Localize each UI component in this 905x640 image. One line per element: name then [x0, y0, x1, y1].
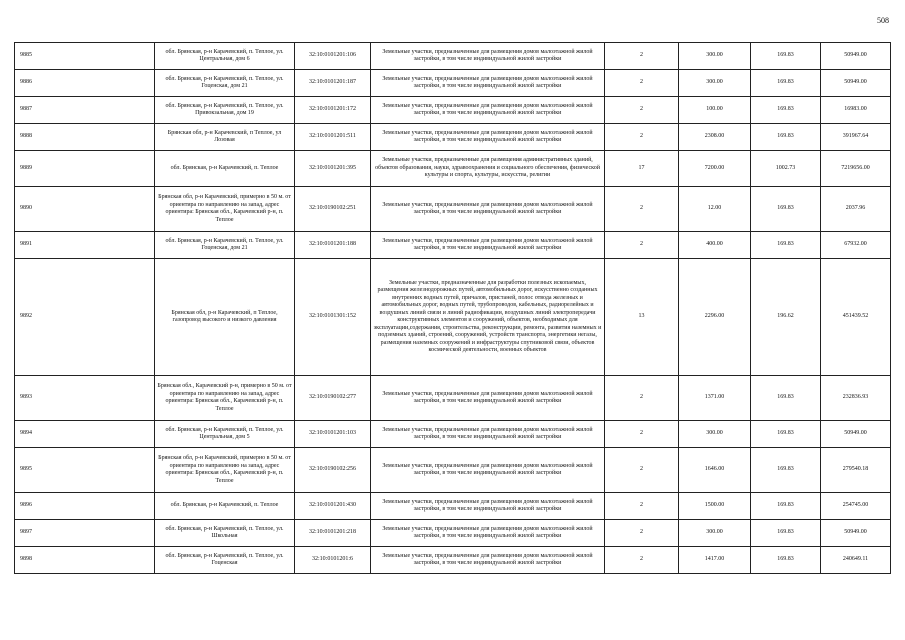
table-row: [15, 97, 891, 124]
group-code-cell: 2: [605, 547, 679, 574]
address-cell: Брянская обл, р-н Карачевский, п Теплое, ул Лозовая: [155, 124, 295, 151]
table-row: [15, 151, 891, 187]
row-number: 9889: [15, 151, 155, 187]
area-cell: 300.00: [679, 43, 751, 70]
area-cell: 300.00: [679, 421, 751, 448]
row-number: 9887: [15, 97, 155, 124]
cadastral-value-cell: 67932.00: [821, 232, 891, 259]
group-code-cell: 2: [605, 70, 679, 97]
address-cell: обл. Брянская, р-н Карачевский, п. Теплое: [155, 493, 295, 520]
land-use-cell: Земельные участки, предназначенные для размещения домов малоэтажной жилой застройки, в том числе индивидуальной жилой застройки: [371, 124, 605, 151]
area-cell: 2308.00: [679, 124, 751, 151]
row-number: 9896: [15, 493, 155, 520]
cadastral-number-cell: 32:10:0101201:103: [295, 421, 371, 448]
group-code-cell: 2: [605, 448, 679, 493]
row-number: 9897: [15, 520, 155, 547]
group-code-cell: 17: [605, 151, 679, 187]
address-cell: обл. Брянская, р-н Карачевский, п. Теплое, ул. Центральная, дом 6: [155, 43, 295, 70]
address-cell: обл. Брянская, р-н Карачевский, п. Теплое, ул. Гоценская: [155, 547, 295, 574]
cadastral-number-cell: 32:10:0101201:511: [295, 124, 371, 151]
land-use-cell: Земельные участки, предназначенные для размещения домов малоэтажной жилой застройки, в том числе индивидуальной жилой застройки: [371, 70, 605, 97]
cadastral-number-cell: 32:10:0101201:106: [295, 43, 371, 70]
group-code-cell: 2: [605, 520, 679, 547]
page-number: 508: [877, 16, 889, 25]
specific-value-cell: 169.83: [751, 421, 821, 448]
row-number: 9886: [15, 70, 155, 97]
group-code-cell: 2: [605, 187, 679, 232]
cadastral-value-cell: 451439.52: [821, 259, 891, 376]
area-cell: 1417.00: [679, 547, 751, 574]
table-row: [15, 43, 891, 70]
table-row: [15, 124, 891, 151]
land-use-cell: Земельные участки, предназначенные для размещения домов малоэтажной жилой застройки, в том числе индивидуальной жилой застройки: [371, 187, 605, 232]
area-cell: 12.00: [679, 187, 751, 232]
table-row: [15, 376, 891, 421]
area-cell: 100.00: [679, 97, 751, 124]
area-cell: 1371.00: [679, 376, 751, 421]
specific-value-cell: 1002.73: [751, 151, 821, 187]
cadastral-value-cell: 2037.96: [821, 187, 891, 232]
group-code-cell: 2: [605, 421, 679, 448]
group-code-cell: 13: [605, 259, 679, 376]
table-row: [15, 259, 891, 376]
cadastral-value-cell: 391967.64: [821, 124, 891, 151]
cadastral-number-cell: 32:10:0101301:152: [295, 259, 371, 376]
cadastral-value-cell: 50949.00: [821, 70, 891, 97]
cadastral-number-cell: 32:10:0101201:188: [295, 232, 371, 259]
land-registry-table: [14, 42, 891, 574]
land-use-cell: Земельные участки, предназначенные для размещения домов малоэтажной жилой застройки, в том числе индивидуальной жилой застройки: [371, 448, 605, 493]
area-cell: 300.00: [679, 520, 751, 547]
specific-value-cell: 169.83: [751, 493, 821, 520]
cadastral-number-cell: 32:10:0190102:251: [295, 187, 371, 232]
group-code-cell: 2: [605, 97, 679, 124]
specific-value-cell: 169.83: [751, 97, 821, 124]
group-code-cell: 2: [605, 43, 679, 70]
land-use-cell: Земельные участки, предназначенные для размещения домов малоэтажной жилой застройки, в том числе индивидуальной жилой застройки: [371, 232, 605, 259]
cadastral-number-cell: 32:10:0190102:277: [295, 376, 371, 421]
row-number: 9890: [15, 187, 155, 232]
land-use-cell: Земельные участки, предназначенные для разработки полезных ископаемых, размещения железнодорожных путей, автомобильных дорог, искусственно созданных внутренних водных путей, причалов, пристаней, полос отвода железных и автомобильных дорог, водных путей, трубопроводов, кабельных, радиорелейных и воздушных линий связи и линий радиофикации, воздушных линий электропередачи конструктивных элементов и сооружений, объектов, необходимых для эксплуатации,содержания, строительства, реконструкции, ремонта, развития наземных и подземных зданий, строений, сооружений, устройств транспорта, энергетики негазы, размещения наземных сооружений и инфраструктуры спутниковой связи, объектов космической деятельности, военных объектов: [371, 259, 605, 376]
specific-value-cell: 169.83: [751, 124, 821, 151]
cadastral-number-cell: 32:10:0101201:6: [295, 547, 371, 574]
land-use-cell: Земельные участки, предназначенные для размещения домов малоэтажной жилой застройки, в том числе индивидуальной жилой застройки: [371, 43, 605, 70]
cadastral-value-cell: 279540.18: [821, 448, 891, 493]
area-cell: 1646.00: [679, 448, 751, 493]
cadastral-value-cell: 50949.00: [821, 43, 891, 70]
land-use-cell: Земельные участки, предназначенные для размещения домов малоэтажной жилой застройки, в том числе индивидуальной жилой застройки: [371, 520, 605, 547]
land-use-cell: Земельные участки, предназначенные для размещения домов малоэтажной жилой застройки, в том числе индивидуальной жилой застройки: [371, 97, 605, 124]
cadastral-number-cell: 32:10:0101201:395: [295, 151, 371, 187]
table-row: [15, 232, 891, 259]
land-use-cell: Земельные участки, предназначенные для размещения домов малоэтажной жилой застройки, в том числе индивидуальной жилой застройки: [371, 493, 605, 520]
land-use-cell: Земельные участки, предназначенные для размещения домов малоэтажной жилой застройки, в том числе индивидуальной жилой застройки: [371, 547, 605, 574]
specific-value-cell: 169.83: [751, 70, 821, 97]
address-cell: обл. Брянская, р-н Карачевский, п. Теплое, ул. Школьная: [155, 520, 295, 547]
specific-value-cell: 196.62: [751, 259, 821, 376]
address-cell: обл. Брянская, р-н Карачевский, п. Теплое, ул. Гоценская, дом 21: [155, 232, 295, 259]
row-number: 9898: [15, 547, 155, 574]
cadastral-number-cell: 32:10:0101201:172: [295, 97, 371, 124]
specific-value-cell: 169.83: [751, 547, 821, 574]
area-cell: 400.00: [679, 232, 751, 259]
cadastral-value-cell: 240649.11: [821, 547, 891, 574]
row-number: 9893: [15, 376, 155, 421]
address-cell: обл. Брянская, р-н Карачевский, п. Теплое: [155, 151, 295, 187]
cadastral-value-cell: 7219656.00: [821, 151, 891, 187]
area-cell: 1500.00: [679, 493, 751, 520]
address-cell: Брянская обл., Карачевский р-н, примерно в 50 м. от ориентира по направлению на запад, адрес ориентира: Брянская обл., Карачевский р-н, п. Теплое: [155, 376, 295, 421]
cadastral-value-cell: 50949.00: [821, 520, 891, 547]
address-cell: Брянская обл, р-н Карачевский, примерно в 50 м. от ориентира по направлению на запад, адрес ориентира: Брянская обл., Карачевский р-н, п. Теплое: [155, 448, 295, 493]
address-cell: обл. Брянская, р-н Карачевский, п. Теплое, ул. Привокзальная, дом 19: [155, 97, 295, 124]
cadastral-value-cell: 16983.00: [821, 97, 891, 124]
cadastral-number-cell: 32:10:0190102:256: [295, 448, 371, 493]
specific-value-cell: 169.83: [751, 448, 821, 493]
row-number: 9891: [15, 232, 155, 259]
table-row: [15, 448, 891, 493]
table-row: [15, 520, 891, 547]
cadastral-value-cell: 254745.00: [821, 493, 891, 520]
area-cell: 2296.00: [679, 259, 751, 376]
row-number: 9888: [15, 124, 155, 151]
group-code-cell: 2: [605, 376, 679, 421]
row-number: 9894: [15, 421, 155, 448]
group-code-cell: 2: [605, 232, 679, 259]
table-body: [15, 43, 891, 574]
specific-value-cell: 169.83: [751, 43, 821, 70]
specific-value-cell: 169.83: [751, 187, 821, 232]
address-cell: Брянская обл, р-н Карачевский, п Теплое, газопровод высокого и низкого давления: [155, 259, 295, 376]
table-row: [15, 187, 891, 232]
cadastral-number-cell: 32:10:0101201:187: [295, 70, 371, 97]
specific-value-cell: 169.83: [751, 376, 821, 421]
address-cell: обл. Брянская, р-н Карачевский, п. Теплое, ул. Гоценская, дом 21: [155, 70, 295, 97]
table-row: [15, 421, 891, 448]
cadastral-number-cell: 32:10:0101201:430: [295, 493, 371, 520]
land-use-cell: Земельные участки, предназначенные для размещения административных зданий, объектов образования, науки, здравоохранения и социального обеспечения, физической культуры и спорта, культуры, искусства, религии: [371, 151, 605, 187]
address-cell: Брянская обл, р-н Карачевский, примерно в 50 м. от ориентира по направлению на запад, адрес ориентира: Брянская обл., Карачевский р-н, п. Теплое: [155, 187, 295, 232]
table-row: [15, 493, 891, 520]
specific-value-cell: 169.83: [751, 520, 821, 547]
row-number: 9885: [15, 43, 155, 70]
cadastral-number-cell: 32:10:0101201:218: [295, 520, 371, 547]
row-number: 9895: [15, 448, 155, 493]
area-cell: 7200.00: [679, 151, 751, 187]
specific-value-cell: 169.83: [751, 232, 821, 259]
group-code-cell: 2: [605, 124, 679, 151]
land-use-cell: Земельные участки, предназначенные для размещения домов малоэтажной жилой застройки, в том числе индивидуальной жилой застройки: [371, 421, 605, 448]
land-use-cell: Земельные участки, предназначенные для размещения домов малоэтажной жилой застройки, в том числе индивидуальной жилой застройки: [371, 376, 605, 421]
cadastral-value-cell: 232836.93: [821, 376, 891, 421]
cadastral-value-cell: 50949.00: [821, 421, 891, 448]
group-code-cell: 2: [605, 493, 679, 520]
address-cell: обл. Брянская, р-н Карачевский, п. Теплое, ул. Центральная, дом 5: [155, 421, 295, 448]
area-cell: 300.00: [679, 70, 751, 97]
row-number: 9892: [15, 259, 155, 376]
table-row: [15, 547, 891, 574]
table-row: [15, 70, 891, 97]
